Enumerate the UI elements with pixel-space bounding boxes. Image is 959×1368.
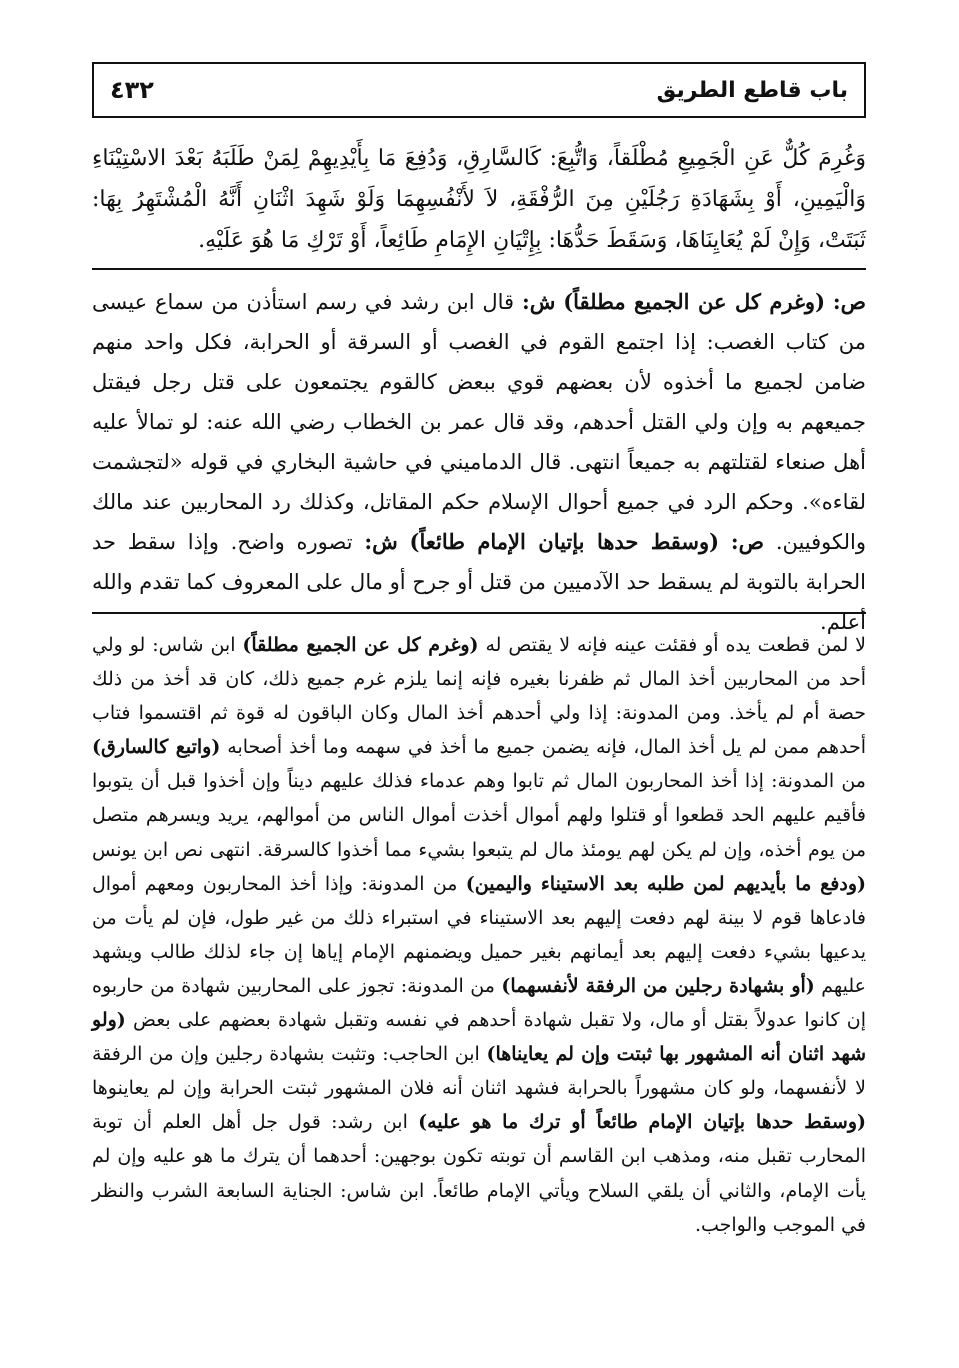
quoted-matn: (أو بشهادة رجلين من الرفقة لأنفسهما): [501, 974, 815, 997]
commentary-text: تصوره واضح. وإذا سقط حد الحرابة بالتوبة لم يسقط حد الآدميين من قتل أو جرح أو مال على المعروف كما تقدم والله أعلم.: [92, 530, 866, 634]
quoted-matn: (ودفع ما بأيديهم لمن طلبه بعد الاستيناء واليمين): [465, 872, 866, 895]
sad-label: ص:: [832, 289, 866, 314]
gloss-text: ابن الحاجب: وتثبت بشهادة رجلين وإن من الرفقة لا لأنفسهما، ولو كان مشهوراً بالحرابة فشهد اثنان أنه فلان المشهور ثبتت الحرابة وإن لم يعاينوها: [92, 1043, 866, 1100]
sharh-paragraph: [92, 282, 866, 642]
divider-rule: [92, 268, 866, 270]
gloss-text: من المدونة: وإذا أخذ المحاربون ومعهم أموال فادعاها قوم لا بينة لهم دفعت إليهم بعد الاستيناء في استبراء ذلك من غير طول، فإن لم يأت من يدعيها بشيء دفعت إليهم بعد أيمانهم بغير حميل ويضمنهم الإمام إياها إن جاء لذلك طالب ويشهد عليهم: [92, 872, 867, 997]
quoted-matn: (ولو شهد اثنان أنه المشهور بها ثبتت وإن لم يعايناها): [92, 1009, 867, 1066]
shin-label: ش:: [521, 289, 556, 314]
matn-paragraph: وَغُرِمَ كُلٌّ عَنِ الْجَمِيعِ مُطْلَقاً، وَاتُّبِعَ: كَالسَّارِقِ، وَدُفِعَ مَا بِأَيْدِيهِمْ لِمَنْ طَلَبَهُ بَعْدَ الاسْتِيْنَاءِ وَالْيَمِينِ، أَوْ بِشَهَادَةِ رَجُلَيْنِ مِنَ الرُّفْقَةِ، لاَ لأَنْفُسِهِمَا وَلَوْ شَهِدَ اثْنَانِ أَنَّهُ الْمُشْتَهِرُ بِهَا: ثَبَتَتْ، وَإِنْ لَمْ يُعَايِنَاهَا، وَسَقَطَ حَدُّهَا: بِإِتْيَانِ الإِمَامِ طَائِعاً، أَوْ تَرْكِ مَا هُوَ عَلَيْهِ.: [92, 146, 866, 253]
gloss-text: من المدونة: إذا أخذ المحاربون المال ثم تابوا وهم عدماء فذلك عليهم ديناً وإن أخذوا قبل أن يتوبوا فأقيم عليهم الحد قطعوا أو قتلوا ولهم أموال أخذت أموال الناس من أموالهم، يريد ويسرهم متصل من يوم أخذه، وإن لم يكن لهم يومئذ مال لم يتبعوا بشيء مما أخذوا كالسرقة. انتهى نص ابن يونس: [92, 770, 866, 861]
quoted-matn: (واتبع كالسارق): [92, 736, 221, 759]
gloss-text: لا لمن قطعت يده أو فقئت عينه فإنه لا يقتص له: [485, 634, 866, 656]
quoted-matn: (وغرم كل عن الجميع مطلقاً): [242, 634, 479, 656]
sharh-commentary-block: [92, 282, 866, 642]
page-header: [92, 62, 866, 118]
gloss-text: ابن رشد: قول جل أهل العلم أن توبة المحارب تقبل منه، ومذهب ابن القاسم أن توبته تكون بوجهين: أحدهما أن يترك ما هو عليه وإن لم يأت الإمام، والثاني أن يلقي السلاح ويأتي الإمام طائعاً. ابن شاس: الجناية السابعة الشرب والنظر في الموجب والواجب.: [92, 1111, 866, 1236]
gloss-text: ابن شاس: لو ولي أحد من المحاربين أخذ المال ثم ظفرنا بغيره فإنه إنما يلزم غرم جميع ذلك، كان قد أخذ من ذلك حصة أم لم يأخذ. ومن المدونة: إذا ولي أحدهم أخذ المال وكان الباقون له قوة ثم اقتسموا فتاب أحدهم ممن لم يل أخذ المال، فإنه يضمن جميع ما أخذ في سهمه وما أخذ أصحابه: [92, 634, 867, 759]
sad-label: ص:: [730, 529, 765, 554]
chapter-title: باب قاطع الطريق: [656, 77, 848, 103]
commentary-text: قال ابن رشد في رسم استأذن من سماع عيسى من كتاب الغصب: إذا اجتمع القوم في الغصب أو السرقة أو الحرابة، فكل واحد منهم ضامن لجميع ما أخذوه لأن بعضهم قوي ببعض كالقوم يجتمعون على قتل رجل فيقتل جميعهم به وإن ولي القتل أحدهم، وقد قال عمر بن الخطاب رضي الله عنه: لو تمالأ عليه أهل صنعاء لقتلتهم به جميعاً انتهى. قال الدماميني في حاشية البخاري في قوله «لتجشمت لقاءه». وحكم الرد في جميع أحوال الإسلام حكم المقاتل، وكذلك رد المحاربين عند مالك والكوفيين.: [92, 290, 867, 554]
hashiya-paragraph: [92, 628, 866, 1242]
shin-label: ش:: [364, 529, 398, 554]
gloss-text: من المدونة: تجوز على المحاربين شهادة من حاربوه إن كانوا عدولاً بقتل أو مال، ولا تقبل شهادة أحدهم في نفسه وتقبل شهادة بعضهم على بعض: [92, 974, 867, 1032]
page-number: ٤٣٢: [110, 76, 154, 104]
hashiya-footnote-block: [92, 628, 866, 1242]
quoted-matn: (وسقط حدها بإتيان الإمام طائعاً): [409, 529, 720, 554]
matn-text-block: [92, 138, 866, 261]
quoted-matn: (وسقط حدها بإتيان الإمام طائعاً أو ترك ما هو عليه): [418, 1111, 866, 1134]
divider-rule: [92, 612, 866, 614]
quoted-matn: (وغرم كل عن الجميع مطلقاً): [563, 289, 825, 314]
